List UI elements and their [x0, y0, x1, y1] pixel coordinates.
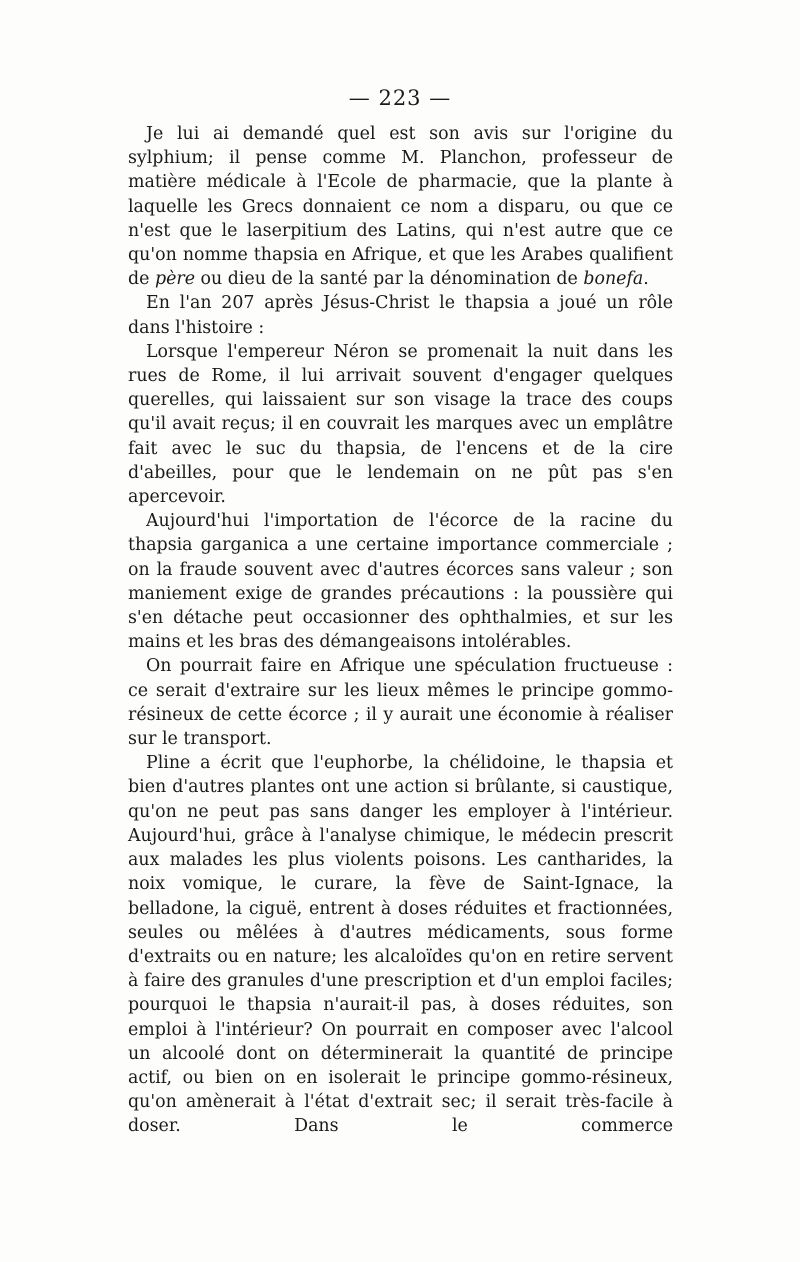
paragraph-sylphium	[128, 122, 673, 291]
italic-term-pere: père	[154, 269, 195, 290]
paragraph-text: .	[643, 269, 649, 290]
paragraph-text: ou dieu de la santé par la dénomination de	[194, 269, 584, 290]
paragraph-history: En l'an 207 après Jésus-Christ le thapsia a joué un rôle dans l'histoire :	[128, 293, 673, 338]
paragraph-text: Je lui ai demandé quel est son avis sur l'origine du sylphium; il pense comme M. Planchon, professeur de matière médicale à l'Ecole de pharmacie, que la plante à laquelle les Grecs donnaient ce nom a disparu, ou que ce n'est que le laserpitium des Latins, qui n'est autre que ce qu'on nomme thapsia en Afrique, et que les Arabes qualifient de	[128, 124, 673, 290]
paragraph-speculation: On pourrait faire en Afrique une spéculation fructueuse : ce serait d'extraire sur les lieux mêmes le principe gommo-résineux de cette écorce ; il y aurait une économie à réaliser sur le transport.	[128, 656, 673, 750]
italic-term-bonefa: bonefa	[583, 269, 644, 290]
paragraph-importation: Aujourd'hui l'importation de l'écorce de la racine du thapsia garganica a une certaine importance commerciale ; on la fraude souvent avec d'autres écorces sans valeur ; son maniement exige de grandes précautions : la poussière qui s'en détache peut occasionner des ophthalmies, et sur les mains et les bras des démangeaisons intolérables.	[128, 511, 673, 653]
paragraph-pline: Pline a écrit que l'euphorbe, la chélidoine, le thapsia et bien d'autres plantes ont une action si brûlante, si caustique, qu'on ne peut pas sans danger les employer à l'intérieur. Aujourd'hui, grâce à l'analyse chimique, le médecin prescrit aux malades les plus violents poisons. Les cantharides, la noix vomique, le curare, la fève de Saint-Ignace, la belladone, la ciguë, entrent à doses réduites et fractionnées, seules ou mêlées à d'autres médicaments, sous forme d'extraits ou en nature; les alcaloïdes qu'on en retire servent à faire des granules d'une prescription et d'un emploi faciles; pourquoi le thapsia n'aurait-il pas, à doses réduites, son emploi à l'intérieur? On pourrait en composer avec l'alcool un alcoolé dont on déterminerait la quantité de principe actif, ou bien on en isolerait le principe gommo-résineux, qu'on amènerait à l'état d'extrait sec; il serait très-facile à doser. Dans le commerce	[128, 753, 673, 1137]
body-text	[128, 122, 673, 1139]
paragraph-neron: Lorsque l'empereur Néron se promenait la nuit dans les rues de Rome, il lui arrivait souvent d'engager quelques querelles, qui laissaient sur son visage la trace des coups qu'il avait reçus; il en couvrait les marques avec un emplâtre fait avec le suc du thapsia, de l'encens et de la cire d'abeilles, pour que le lendemain on ne pût pas s'en apercevoir.	[128, 341, 673, 508]
page-number: — 223 —	[348, 86, 452, 110]
